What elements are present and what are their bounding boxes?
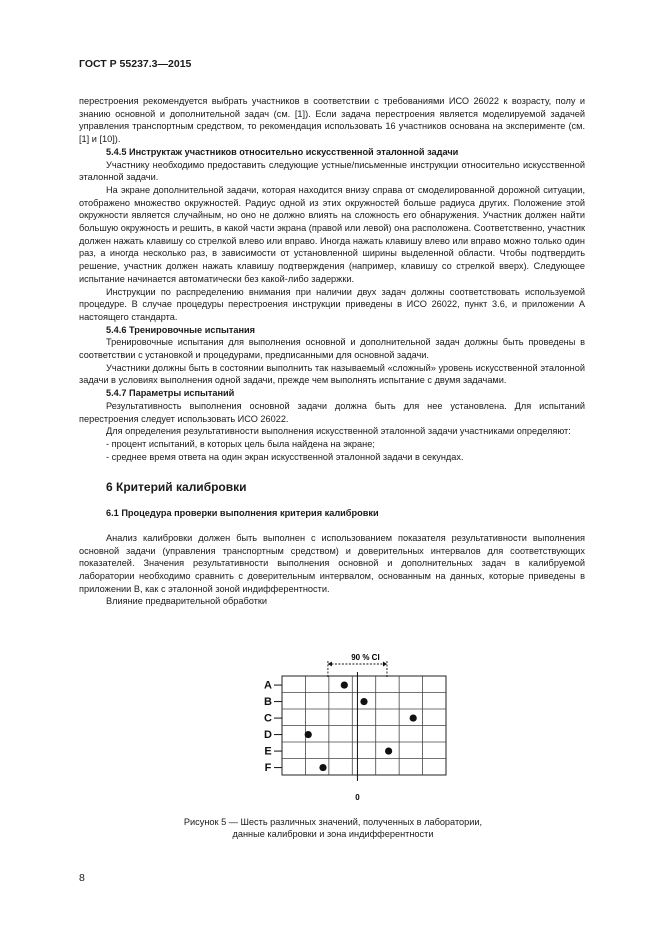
data-point	[319, 764, 326, 771]
data-point	[410, 714, 417, 721]
figure-caption	[80, 816, 586, 841]
paragraph: Участники должны быть в состоянии выполнить так называемый «сложный» уровень искусственной эталонной задачи в условиях выполнения одной задачи, прежде чем выполнять испытание с двумя задачами.	[79, 362, 585, 386]
data-point	[360, 698, 367, 705]
page-number: 8	[79, 872, 85, 884]
ci-arrow-left	[328, 662, 332, 667]
paragraph: Для определения результативности выполнения искусственной эталонной задачи участниками определяют:	[106, 426, 571, 437]
paragraph: Тренировочные испытания для выполнения основной и дополнительной задач должны быть проведены в соответствии с установкой и процедурами, предписанными для основной задачи.	[79, 337, 585, 361]
row-label: B	[264, 696, 272, 709]
paragraph: Анализ калибровки должен быть выполнен с использованием показателя результативности выполнения основной задачи (управления транспортным средством) и доверительных интервалов для соответствующих показателей. Значения результативности выполнения основной и дополнительных задач в калибруемой лаборатории необходимо сравнить с доверительным интервалом, основанным на данных, которые приведены в приложении В, как с эталонной зоной индифферентности.	[79, 532, 585, 594]
caption-line: данные калибровки и зона индифферентности	[232, 829, 434, 840]
page-body	[79, 95, 585, 608]
data-point	[305, 731, 312, 738]
data-point	[385, 747, 392, 754]
section-heading-5-4-5: 5.4.5 Инструктаж участников относительно искусственной эталонной задачи	[106, 146, 459, 157]
list-item: - среднее время ответа на один экран искусственной эталонной задачи в секундах.	[106, 451, 464, 462]
paragraph: перестроения рекомендуется выбрать участников в соответствии с требованиями ИСО 26022 к возрасту, полу и знанию основной и дополнительной задач (см. [1]). Если задача перестроения является моделируемой задачей управления транспортным средством, то рекомендация использовать 16 участников основана на эксперименте (см. [1] и [10]).	[79, 96, 585, 145]
calibration-figure	[250, 650, 450, 810]
section-heading-6-1: 6.1 Процедура проверки выполнения критерия калибровки	[106, 508, 379, 519]
paragraph: Результативность выполнения основной задачи должна быть для нее установлена. Для испытаний перестроения следует использовать ИСО 26022.	[79, 400, 585, 424]
document-code: ГОСТ Р 55237.3—2015	[79, 58, 192, 70]
row-label: E	[264, 745, 272, 758]
section-heading-6: 6 Критерий калибровки	[106, 480, 247, 495]
ci-arrow-right	[383, 662, 387, 667]
section-heading-5-4-7: 5.4.7 Параметры испытаний	[106, 388, 235, 399]
figure-rows	[264, 680, 417, 775]
row-label: C	[264, 712, 272, 725]
paragraph: На экране дополнительной задачи, которая находится внизу справа от смоделированной дорожной ситуации, отображено множество окружностей. Радиус одной из этих окружностей больше радиуса других. Положение этой окружности является случайным, но оно не должно влиять на сложность его обнаружения. Участник должен найти большую окружность и решить, в какой части экрана (правой или левой) она расположена. Соответственно, участник должен нажать клавишу со стрелкой влево или вправо. Иногда нажать клавишу влево или вправо можно только один раз, а иногда несколько раз, в зависимости от установленной ширины выделенной области. Чтобы подтвердить решение, участник должен нажать клавишу подтверждения (например, клавишу со стрелкой вверх). Следующее испытание начинается автоматически без какой-либо задержки.	[79, 184, 585, 284]
zero-label: 0	[355, 793, 360, 802]
caption-line: Рисунок 5 — Шесть различных значений, полученных в лаборатории,	[183, 817, 483, 827]
data-point	[341, 681, 348, 688]
section-heading-5-4-6: 5.4.6 Тренировочные испытания	[106, 324, 256, 335]
paragraph: Участнику необходимо предоставить следующие устные/письменные инструкции относительно искусственной эталонной задачи.	[79, 159, 585, 183]
paragraph: Инструкции по распределению внимания при наличии двух задач должны соответствовать используемой процедуре. В случае процедуры перестроения инструкции приведены в ИСО 26022, пункт 3.6, и приложении А настоящего стандарта.	[79, 286, 585, 322]
paragraph: Влияние предварительной обработки	[106, 596, 267, 607]
list-item: - процент испытаний, в которых цель была найдена на экране;	[106, 438, 375, 449]
figure-grid	[282, 672, 446, 781]
row-label: A	[264, 679, 272, 692]
ci-label: 90 % CI	[351, 653, 380, 662]
row-label: D	[264, 729, 272, 742]
row-label: F	[264, 762, 272, 775]
